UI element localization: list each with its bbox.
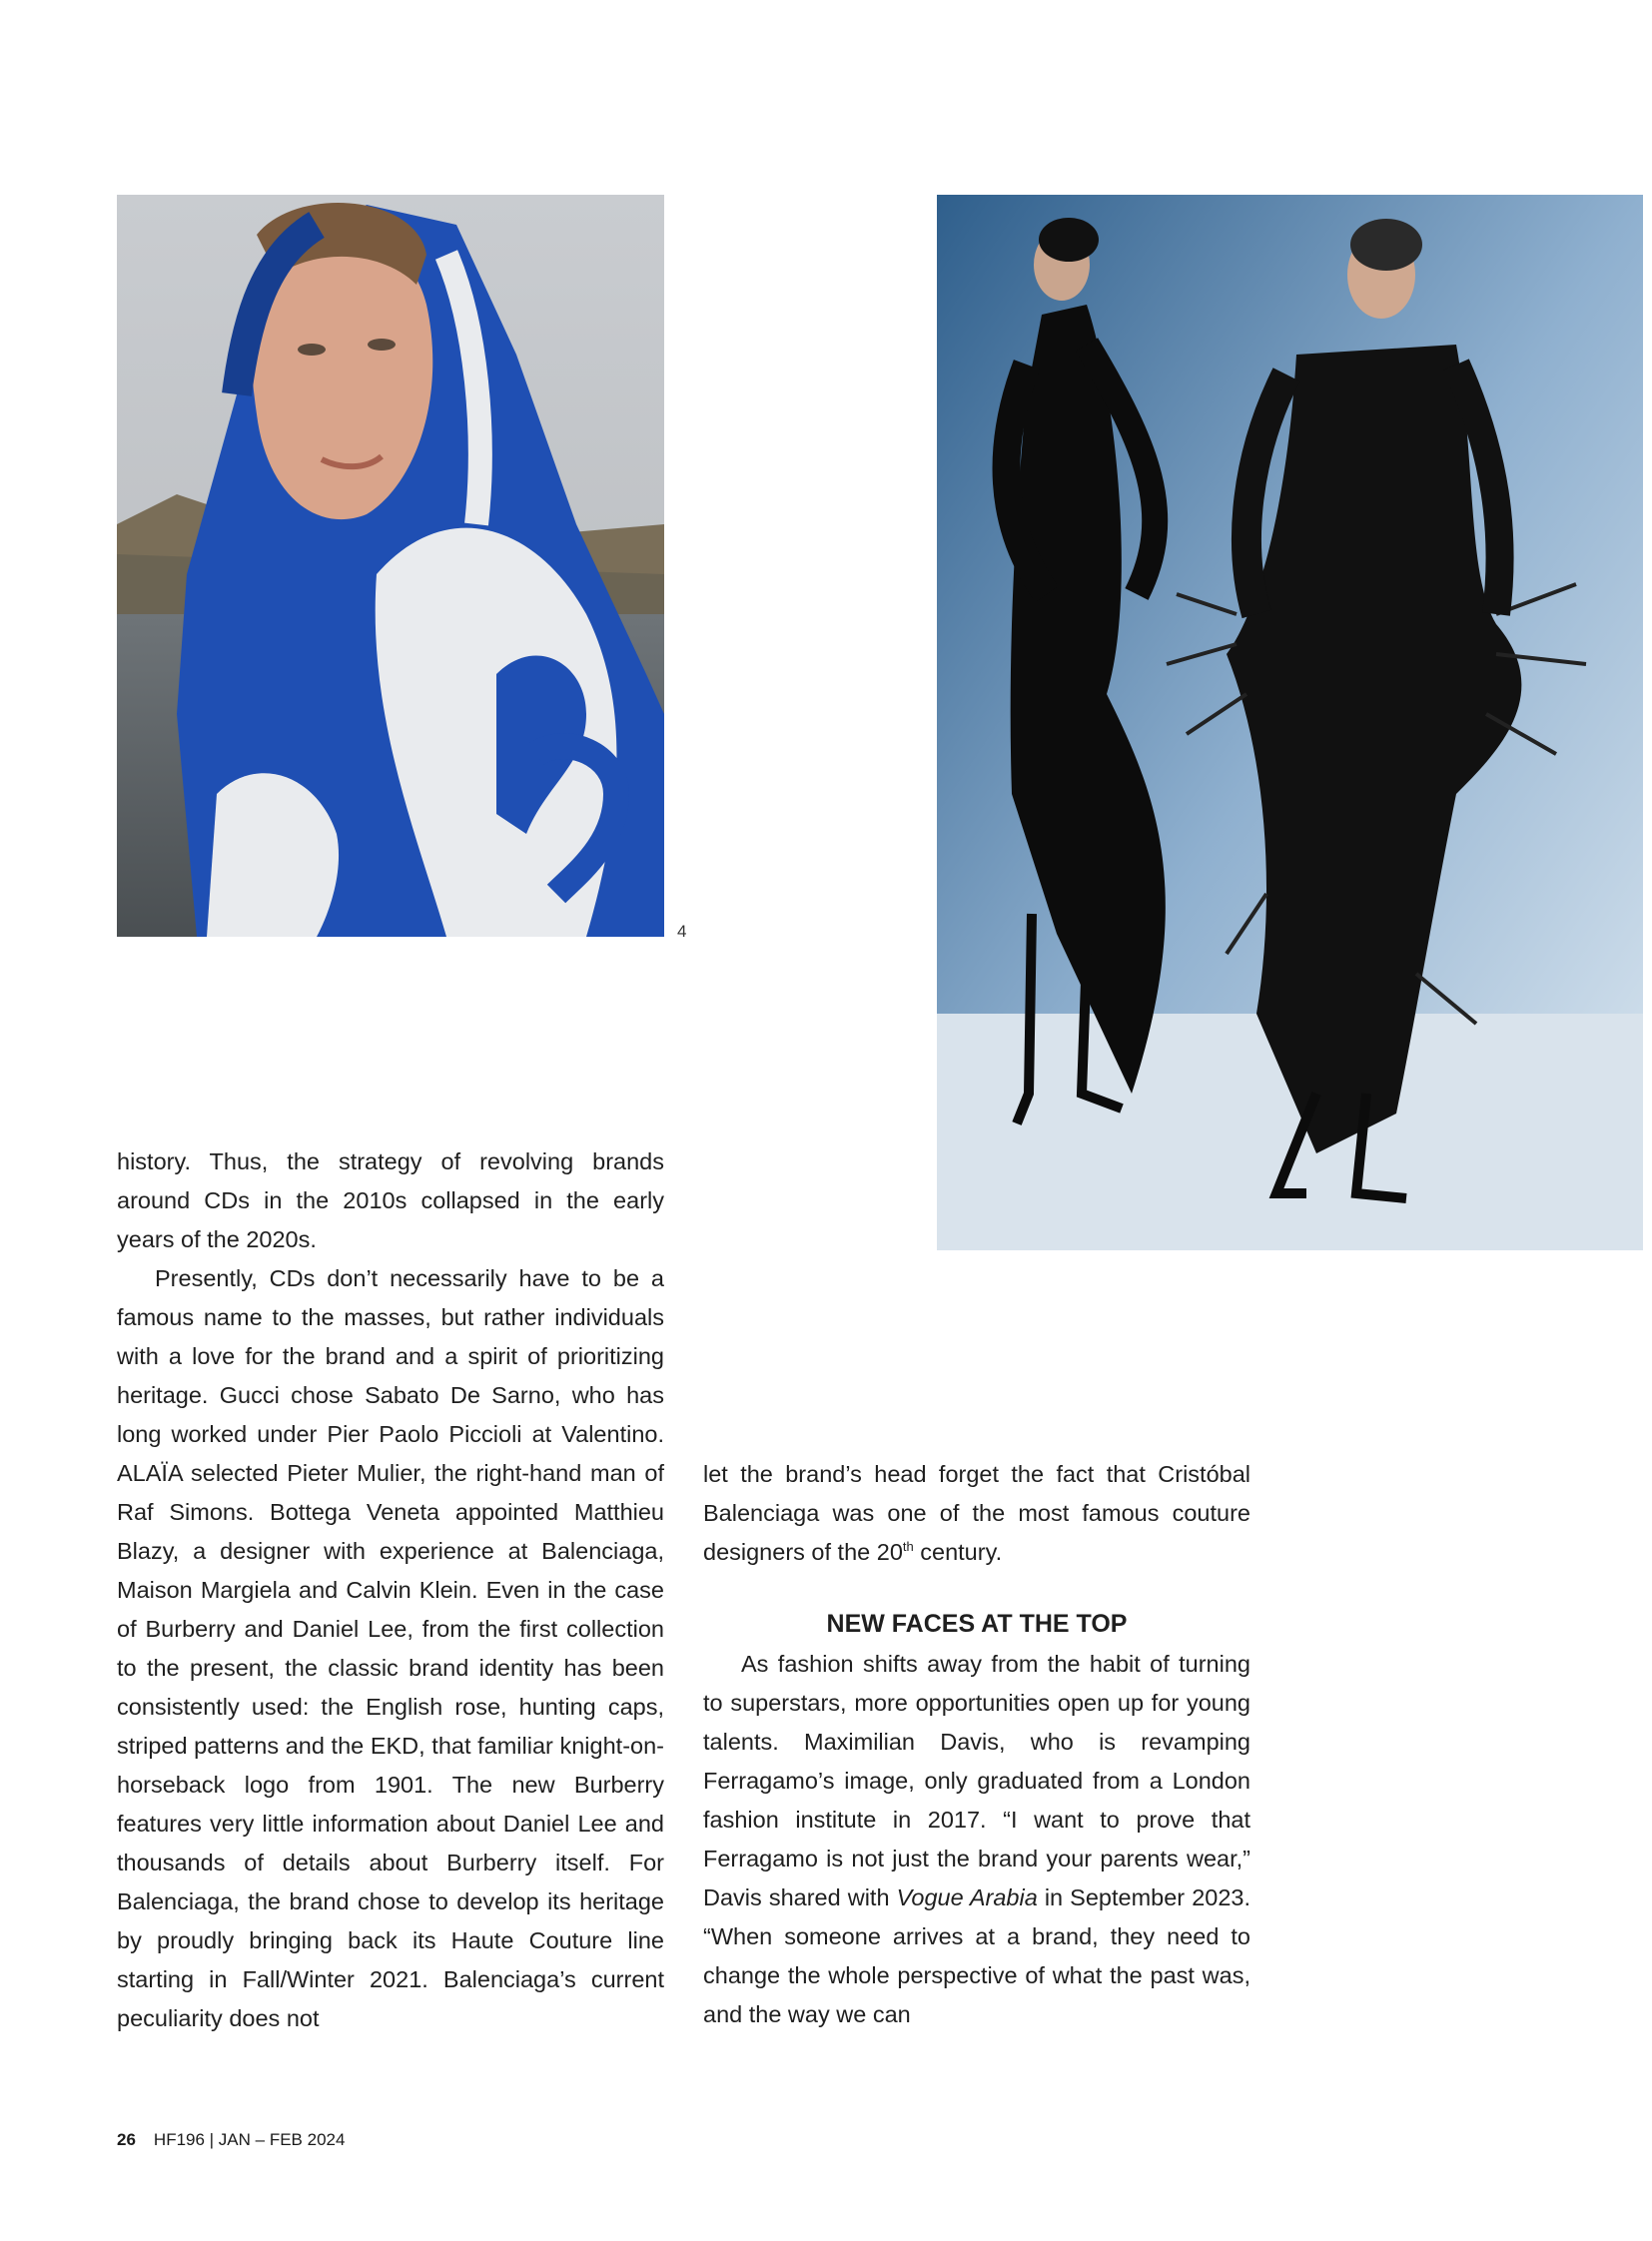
superscript: th (902, 1539, 914, 1555)
publication-title: Vogue Arabia (896, 1884, 1038, 1910)
paragraph-text: let the brand’s head forget the fact that Cristóbal Balenciaga was one of the most famous couture designers of the 20 (703, 1461, 1250, 1565)
page-footer (117, 2130, 345, 2150)
section-heading: NEW FACES AT THE TOP (826, 1610, 1128, 1638)
paragraph: Presently, CDs don’t necessarily have to be a famous name to the masses, but rather individuals with a love for the brand and a spirit of prioritizing heritage. Gucci chose Sabato De Sarno, who has long worked under Pier Paolo Piccioli at Valentino. ALAÏA selected Pieter Mulier, the right-hand man of Raf Simons. Bottega Veneta appointed Matthieu Blazy, a designer with experience at Balenciaga, Maison Margiela and Calvin Klein. Even in the case of Burberry and Daniel Lee, from the first collection to the present, the classic brand identity has been consistently used: the English rose, hunting caps, striped patterns and the EKD, that familiar knight-on-horseback logo from 1901. The new Burberry features very little information about Daniel Lee and thousands of details about Burberry itself. For Balenciaga, the brand chose to develop its heritage by proudly bringing back its Haute Couture line starting in Fall/Winter 2021. Balenciaga’s current peculiarity does not (117, 1265, 664, 2031)
paragraph-text: in September 2023. “When someone arrives at a brand, they need to change the whole perspective of what the past was, and the way we can (703, 1884, 1250, 2027)
left-text-column (117, 1142, 664, 2038)
paragraph-text: As fashion shifts away from the habit of turning to superstars, more opportunities open up for young talents. Maximilian Davis, who is revamping Ferragamo’s image, only graduated from a London fashion institute in 2017. “I want to prove that Ferragamo is not just the brand your parents wear,” Davis shared with (703, 1651, 1250, 1910)
page-number: 26 (117, 2130, 136, 2149)
photo-runway-models (937, 195, 1643, 1250)
photo-model-in-blanket (117, 195, 664, 937)
paragraph (703, 1455, 1250, 1572)
paragraph: history. Thus, the strategy of revolving brands around CDs in the 2010s collapsed in the early years of the 2020s. (117, 1148, 664, 1252)
paragraph (703, 1645, 1250, 2034)
right-text-column (703, 1455, 1250, 2034)
photo-number: 4 (677, 922, 687, 941)
issue-info: HF196 | JAN – FEB 2024 (153, 2130, 346, 2149)
paragraph-text: century. (913, 1539, 1003, 1565)
